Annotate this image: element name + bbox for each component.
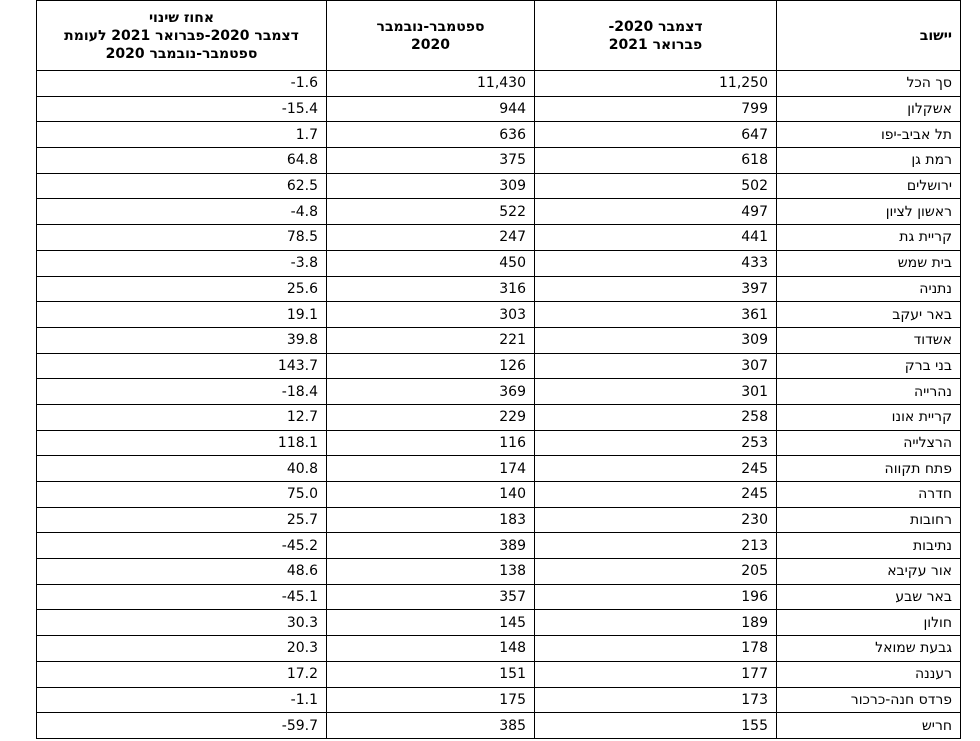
cell-dec-feb: 245 (535, 456, 777, 482)
cell-change-percent: 17.2 (37, 661, 327, 687)
cell-change-percent: -45.1 (37, 584, 327, 610)
table-row (37, 276, 961, 302)
cell-dec-feb: 173 (535, 687, 777, 713)
cell-change-percent: 64.8 (37, 148, 327, 174)
table-row (37, 327, 961, 353)
cell-city: פתח תקווה (777, 456, 961, 482)
cell-change-percent: 25.7 (37, 507, 327, 533)
cell-dec-feb: 155 (535, 713, 777, 739)
cell-change-percent: -59.7 (37, 713, 327, 739)
cell-change-percent: 30.3 (37, 610, 327, 636)
cell-sep-nov: 316 (327, 276, 535, 302)
cell-sep-nov: 369 (327, 379, 535, 405)
cell-dec-feb: 245 (535, 482, 777, 508)
table-row (37, 96, 961, 122)
table-row (37, 584, 961, 610)
cell-change-percent: 20.3 (37, 636, 327, 662)
cell-city: חולון (777, 610, 961, 636)
cell-city: רעננה (777, 661, 961, 687)
cell-sep-nov: 148 (327, 636, 535, 662)
header-dec-feb (535, 1, 777, 71)
cell-sep-nov: 944 (327, 96, 535, 122)
cell-dec-feb: 307 (535, 353, 777, 379)
cell-change-percent: 143.7 (37, 353, 327, 379)
cell-change-percent: 12.7 (37, 404, 327, 430)
cell-dec-feb: 502 (535, 173, 777, 199)
header-change-line3: ספטמבר-נובמבר 2020 (105, 45, 258, 62)
cell-city: בית שמש (777, 250, 961, 276)
cell-sep-nov: 636 (327, 122, 535, 148)
cell-city: ראשון לציון (777, 199, 961, 225)
table-row (37, 148, 961, 174)
cell-dec-feb: 258 (535, 404, 777, 430)
cell-change-percent: 78.5 (37, 225, 327, 251)
cell-dec-feb: 196 (535, 584, 777, 610)
cell-dec-feb: 178 (535, 636, 777, 662)
cell-dec-feb: 497 (535, 199, 777, 225)
cell-sep-nov: 247 (327, 225, 535, 251)
cell-dec-feb: 309 (535, 327, 777, 353)
cell-dec-feb: 361 (535, 302, 777, 328)
table-row (37, 353, 961, 379)
cell-sep-nov: 126 (327, 353, 535, 379)
cell-sep-nov: 183 (327, 507, 535, 533)
header-change-line2: דצמבר 2020-פברואר 2021 לעומת (64, 27, 299, 44)
table-row (37, 430, 961, 456)
table-row (37, 302, 961, 328)
table-row (37, 456, 961, 482)
cell-city: רמת גן (777, 148, 961, 174)
cell-change-percent: 25.6 (37, 276, 327, 302)
cell-sep-nov: 357 (327, 584, 535, 610)
table-row (37, 122, 961, 148)
header-sep-nov-line2: 2020 (411, 36, 450, 53)
table-row (37, 610, 961, 636)
header-change-percent (37, 1, 327, 71)
cell-city: אשקלון (777, 96, 961, 122)
cell-city: גבעת שמואל (777, 636, 961, 662)
cell-city: נתניה (777, 276, 961, 302)
header-change-line1: אחוז שינוי (148, 9, 215, 26)
cell-dec-feb: 230 (535, 507, 777, 533)
cell-sep-nov: 174 (327, 456, 535, 482)
cell-city: סך הכל (777, 71, 961, 97)
cell-city: הרצלייה (777, 430, 961, 456)
cell-dec-feb: 647 (535, 122, 777, 148)
table-row (37, 250, 961, 276)
cell-city: נתיבות (777, 533, 961, 559)
cell-change-percent: -45.2 (37, 533, 327, 559)
table-row (37, 225, 961, 251)
cell-sep-nov: 450 (327, 250, 535, 276)
cell-sep-nov: 229 (327, 404, 535, 430)
cell-dec-feb: 441 (535, 225, 777, 251)
cell-dec-feb: 189 (535, 610, 777, 636)
cell-sep-nov: 140 (327, 482, 535, 508)
table-row (37, 533, 961, 559)
cell-city: נהרייה (777, 379, 961, 405)
table-row (37, 661, 961, 687)
cell-sep-nov: 175 (327, 687, 535, 713)
cell-change-percent: -3.8 (37, 250, 327, 276)
cell-sep-nov: 389 (327, 533, 535, 559)
cell-change-percent: 1.7 (37, 122, 327, 148)
cell-sep-nov: 375 (327, 148, 535, 174)
cell-city: אשדוד (777, 327, 961, 353)
cell-change-percent: 39.8 (37, 327, 327, 353)
cell-change-percent: -4.8 (37, 199, 327, 225)
cell-sep-nov: 138 (327, 559, 535, 585)
cell-dec-feb: 253 (535, 430, 777, 456)
cell-sep-nov: 303 (327, 302, 535, 328)
cell-city: ירושלים (777, 173, 961, 199)
cell-city: פרדס חנה-כרכור (777, 687, 961, 713)
cell-dec-feb: 397 (535, 276, 777, 302)
cell-change-percent: 48.6 (37, 559, 327, 585)
cell-dec-feb: 433 (535, 250, 777, 276)
table-row (37, 482, 961, 508)
cell-dec-feb: 205 (535, 559, 777, 585)
header-dec-feb-line1: דצמבר 2020- (608, 18, 703, 35)
header-row (37, 1, 961, 71)
cell-dec-feb: 213 (535, 533, 777, 559)
table-row (37, 687, 961, 713)
header-sep-nov (327, 1, 535, 71)
cell-city: תל אביב-יפו (777, 122, 961, 148)
cell-sep-nov: 116 (327, 430, 535, 456)
cell-change-percent: 118.1 (37, 430, 327, 456)
cell-city: חדרה (777, 482, 961, 508)
header-city: יישוב (777, 1, 961, 71)
table-row (37, 636, 961, 662)
cell-change-percent: -15.4 (37, 96, 327, 122)
cell-change-percent: 75.0 (37, 482, 327, 508)
cell-sep-nov: 221 (327, 327, 535, 353)
cell-change-percent: -1.1 (37, 687, 327, 713)
cell-change-percent: 40.8 (37, 456, 327, 482)
cell-sep-nov: 522 (327, 199, 535, 225)
cell-change-percent: -18.4 (37, 379, 327, 405)
cell-dec-feb: 11,250 (535, 71, 777, 97)
table-row (37, 404, 961, 430)
cell-change-percent: -1.6 (37, 71, 327, 97)
cell-city: רחובות (777, 507, 961, 533)
cell-dec-feb: 301 (535, 379, 777, 405)
cell-city: קריית אונו (777, 404, 961, 430)
data-table (36, 0, 961, 739)
header-sep-nov-line1: ספטמבר-נובמבר (376, 18, 485, 35)
cell-change-percent: 62.5 (37, 173, 327, 199)
cell-city: קריית גת (777, 225, 961, 251)
cell-sep-nov: 151 (327, 661, 535, 687)
table-row (37, 507, 961, 533)
cell-sep-nov: 385 (327, 713, 535, 739)
table-row (37, 713, 961, 739)
cell-dec-feb: 799 (535, 96, 777, 122)
table-row (37, 71, 961, 97)
table-body (37, 71, 961, 739)
table-row (37, 559, 961, 585)
table-row (37, 379, 961, 405)
header-dec-feb-line2: פברואר 2021 (608, 36, 703, 53)
cell-sep-nov: 11,430 (327, 71, 535, 97)
cell-sep-nov: 145 (327, 610, 535, 636)
cell-city: באר שבע (777, 584, 961, 610)
cell-city: באר יעקב (777, 302, 961, 328)
cell-city: אור עקיבא (777, 559, 961, 585)
cell-city: חריש (777, 713, 961, 739)
cell-change-percent: 19.1 (37, 302, 327, 328)
cell-sep-nov: 309 (327, 173, 535, 199)
table-row (37, 199, 961, 225)
table-row (37, 173, 961, 199)
cell-dec-feb: 618 (535, 148, 777, 174)
cell-dec-feb: 177 (535, 661, 777, 687)
cell-city: בני ברק (777, 353, 961, 379)
